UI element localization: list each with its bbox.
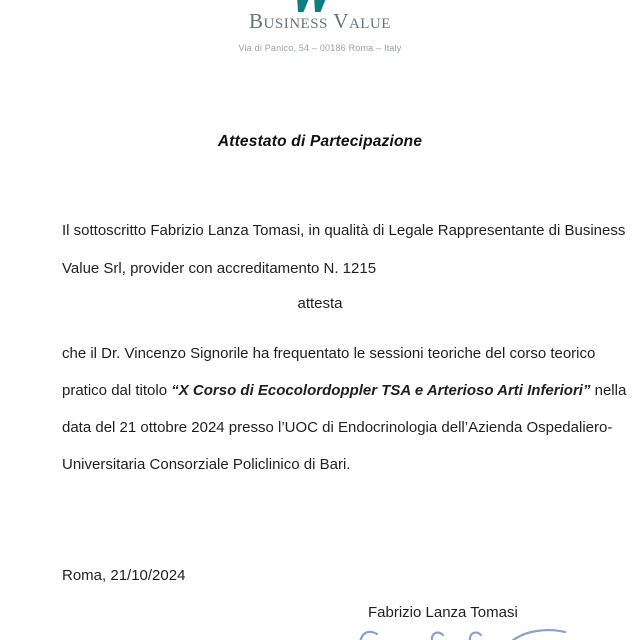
place-date: Roma, 21/10/2024 bbox=[62, 567, 186, 584]
paragraph2-line2-post: nella bbox=[590, 382, 627, 399]
company-logo-text: Business Value bbox=[249, 9, 391, 33]
paragraph1-line2: Value Srl, provider con accreditamento N. 1215 bbox=[62, 260, 377, 277]
course-title-bold: “X Corso di Ecocolordoppler TSA e Arterioso Arti Inferiori” bbox=[171, 382, 591, 399]
signer-name: Fabrizio Lanza Tomasi bbox=[368, 604, 518, 621]
handwritten-signature bbox=[352, 626, 572, 640]
company-address: Via di Panico, 54 – 00186 Roma – Italy bbox=[238, 43, 402, 53]
paragraph2-line1: che il Dr. Vincenzo Signorile ha frequentato le sessioni teoriche del corso teorico bbox=[62, 345, 596, 362]
paragraph2-line2 bbox=[62, 382, 626, 399]
paragraph2-line3: data del 21 ottobre 2024 presso l’UOC di Endocrinologia dell’Azienda Ospedaliero- bbox=[62, 419, 613, 436]
document-title: Attestato di Partecipazione bbox=[217, 133, 423, 150]
paragraph2-line4: Universitaria Consorziale Policlinico di Bari. bbox=[62, 456, 351, 473]
paragraph1-line1: Il sottoscritto Fabrizio Lanza Tomasi, in qualità di Legale Rappresentante di Business bbox=[62, 222, 626, 239]
paragraph2-line2-pre: pratico dal titolo bbox=[62, 382, 172, 399]
attesta-line: attesta bbox=[297, 295, 343, 312]
